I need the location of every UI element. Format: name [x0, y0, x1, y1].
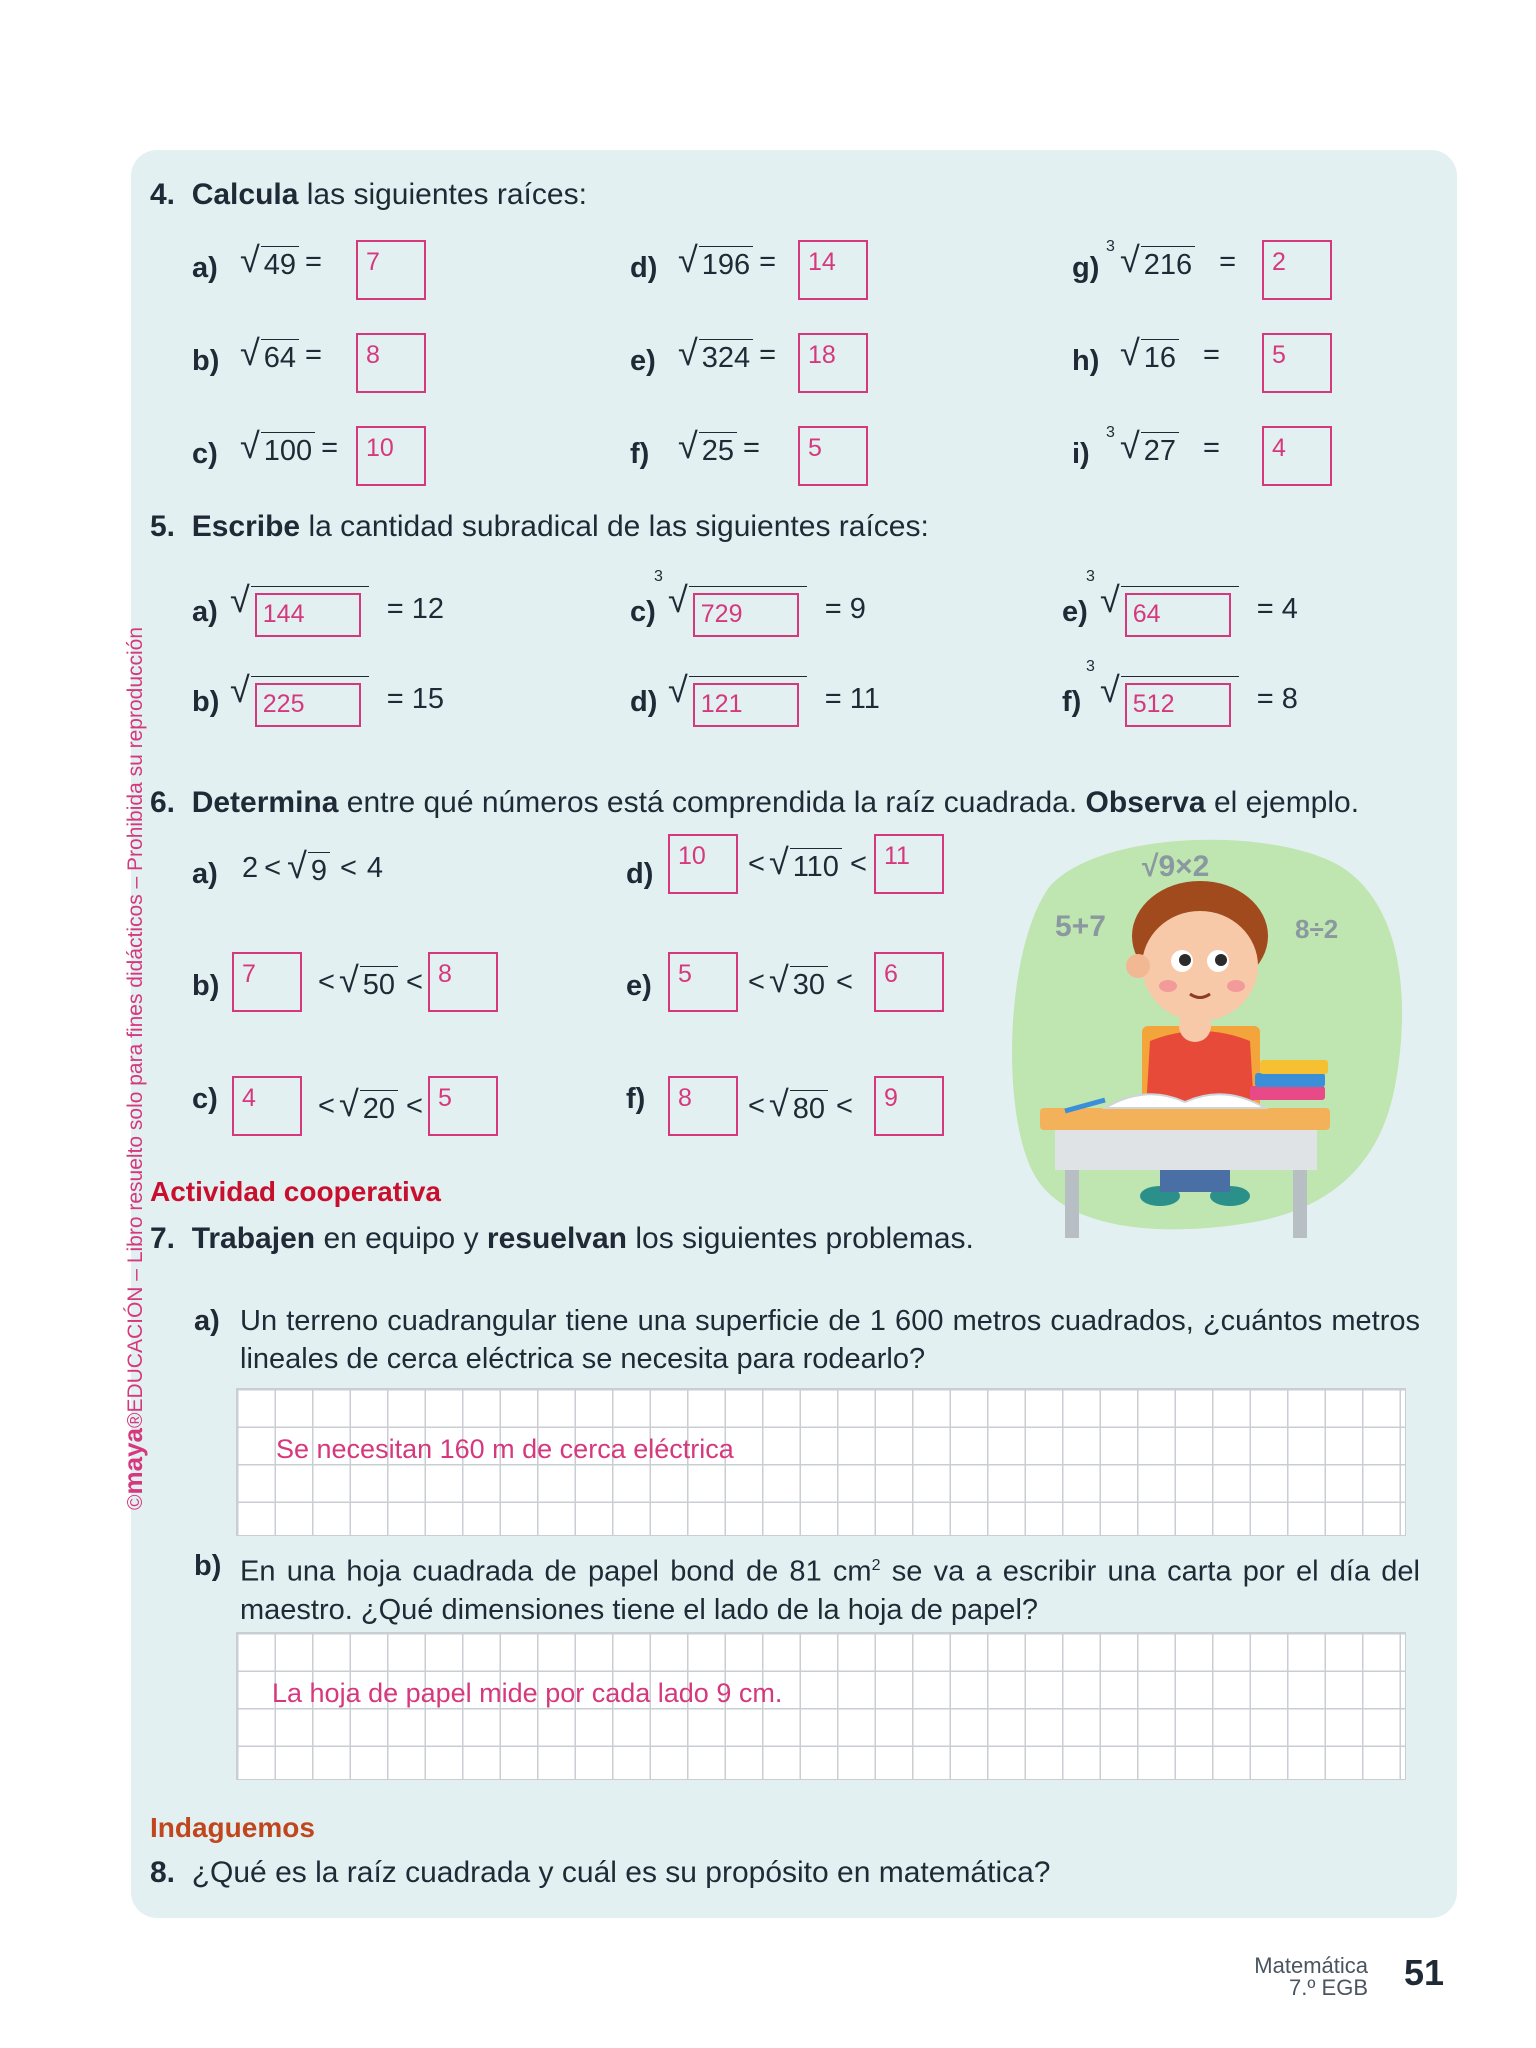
equals-sign: = [305, 246, 322, 279]
q4-root [1106, 424, 1179, 469]
q6-root-radicand: 50 [360, 966, 398, 1003]
q5-item-label: e) [1062, 596, 1088, 628]
less-than-sign: < [318, 1090, 335, 1123]
q8-heading [150, 1856, 1050, 1890]
q6-high-answer-box[interactable]: 9 [874, 1076, 944, 1136]
q6-low-answer-box[interactable]: 4 [232, 1076, 302, 1136]
q4-root-radicand: 324 [699, 339, 753, 376]
board-text-root: √9×2 [1142, 850, 1210, 883]
less-than-sign: < [405, 966, 423, 999]
q6-example-expression [242, 845, 384, 889]
radical-sign-icon: √ [1120, 239, 1140, 280]
boy-left-pupil [1179, 954, 1191, 966]
q6-low-answer-box[interactable]: 7 [232, 952, 302, 1012]
q4-root [240, 425, 315, 469]
radical-sign-icon: √ [678, 425, 698, 466]
radical-sign-icon: √ [1120, 425, 1140, 466]
q5-item-label: a) [192, 596, 218, 628]
q4-item-label: a) [192, 252, 218, 284]
less-than-sign: < [849, 848, 867, 881]
q4-item-label: e) [630, 345, 656, 377]
q5-result: = 11 [824, 683, 880, 715]
q6-instruction-end: el ejemplo. [1213, 786, 1360, 819]
boy-hand [1179, 1010, 1211, 1042]
q4-answer-box[interactable]: 18 [798, 333, 868, 393]
q6-root-radicand: 20 [360, 1090, 398, 1127]
q5-radicand-line [689, 586, 807, 631]
student-illustration [1010, 826, 1405, 1246]
equals-sign: = [1203, 339, 1220, 372]
radical-sign-icon: √ [678, 239, 698, 280]
desk-top [1040, 1108, 1330, 1130]
q4-root-radicand: 27 [1141, 432, 1179, 469]
book-stack-3 [1260, 1060, 1328, 1074]
less-than-sign: < [748, 966, 765, 999]
boy-face [1142, 911, 1258, 1021]
q6-example-low: 2 [242, 852, 259, 885]
less-than-sign: < [835, 966, 853, 999]
q5-item-label: f) [1062, 686, 1082, 718]
q5-item-label: c) [630, 596, 656, 628]
q7b-text-part2: se va a escribir una carta por el día del maestro. ¿Qué dimensiones tiene el lado de la hoja de papel? [240, 1555, 1420, 1626]
q5-answer-box[interactable]: 225 [255, 683, 361, 727]
q4-root-radicand: 49 [261, 246, 299, 283]
q6-root-radicand: 110 [790, 848, 842, 885]
q6-heading [150, 786, 1359, 820]
q5-root [230, 579, 369, 631]
q4-item-label: f) [630, 438, 650, 470]
q6-example-high: 4 [366, 852, 384, 885]
q4-answer-box[interactable]: 2 [1262, 240, 1332, 300]
q4-item-label: d) [630, 252, 658, 284]
q4-item-expression [678, 425, 760, 469]
q4-root [1120, 332, 1179, 376]
radical-sign-icon: √ [287, 845, 307, 886]
footer-subject [1190, 1955, 1368, 1999]
q7a-text: Un terreno cuadrangular tiene una superficie de 1 600 metros cuadrados, ¿cuántos metros lineales de cerca eléctrica se necesita para rodearlo? [240, 1305, 1420, 1375]
q4-verb: Calcula [191, 178, 299, 211]
q6-number: 6. [150, 786, 176, 819]
q4-answer-box[interactable]: 5 [1262, 333, 1332, 393]
copyright-symbol: © [124, 1494, 147, 1510]
q4-item-expression [1120, 332, 1220, 376]
indaguemos-title: Indaguemos [150, 1812, 315, 1843]
q7-verb-resuelvan: resuelvan [486, 1222, 628, 1255]
q4-item-label: i) [1072, 438, 1090, 470]
boy-left-cheek [1159, 980, 1177, 992]
q4-heading [150, 178, 587, 212]
radical-sign-icon: √ [668, 669, 688, 710]
q6-item-expression [318, 959, 423, 1003]
board-text-sum: 5+7 [1055, 910, 1106, 943]
footer-grade: 7.º EGB [1289, 1975, 1368, 2000]
q5-result: = 4 [1256, 593, 1298, 625]
q5-root-index: 3 [654, 568, 663, 585]
q6-low-answer-box[interactable]: 5 [668, 952, 738, 1012]
boy-ear [1126, 954, 1150, 978]
radical-sign-icon: √ [240, 239, 260, 280]
q7-instruction-end: los siguientes problemas. [635, 1222, 974, 1255]
q5-answer-box[interactable]: 729 [693, 593, 799, 637]
equals-sign: = [759, 246, 777, 279]
q6-root-radicand: 80 [790, 1090, 828, 1127]
q4-root-index: 3 [1106, 424, 1115, 441]
q4-root [678, 239, 753, 283]
q6-item-expression [748, 1083, 853, 1127]
q4-root [240, 332, 299, 376]
q5-answer-box[interactable]: 512 [1125, 683, 1231, 727]
q4-item-expression [240, 332, 322, 376]
q5-number: 5. [150, 510, 176, 543]
q4-item-expression [678, 332, 777, 376]
radical-sign-icon: √ [668, 579, 688, 620]
equals-sign: = [1219, 246, 1237, 279]
q7-verb-trabajen: Trabajen [191, 1222, 316, 1255]
q4-item-expression [240, 239, 322, 283]
q5-item-expression [1086, 568, 1298, 631]
q6-item-label: b) [192, 970, 220, 1002]
radical-sign-icon: √ [240, 332, 260, 373]
q4-item-expression [240, 425, 339, 469]
q5-answer-box[interactable]: 64 [1125, 593, 1231, 637]
q6-item-label: e) [626, 970, 652, 1002]
q5-root [1086, 568, 1239, 631]
radical-sign-icon: √ [1120, 332, 1140, 373]
q8-question: ¿Qué es la raíz cuadrada y cuál es su propósito en matemática? [191, 1856, 1051, 1889]
boy-legs [1160, 1170, 1230, 1192]
q7b-text-part1: En una hoja cuadrada de papel bond de 81 cm [240, 1555, 872, 1588]
q7-heading [150, 1222, 974, 1256]
q6-instruction: entre qué números está comprendida la raíz cuadrada. [346, 786, 1078, 819]
less-than-sign: < [405, 1090, 423, 1123]
q6-high-answer-box[interactable]: 8 [428, 952, 498, 1012]
less-than-sign: < [264, 852, 282, 885]
q5-radicand-line [689, 676, 807, 721]
radical-sign-icon: √ [1100, 669, 1120, 710]
q6-verb-determina: Determina [191, 786, 339, 819]
q5-verb: Escribe [191, 510, 301, 543]
q4-item-label: g) [1072, 252, 1100, 284]
less-than-sign: < [835, 1090, 853, 1123]
q7b-superscript: 2 [871, 1557, 881, 1574]
q4-answer-box[interactable]: 4 [1262, 426, 1332, 486]
footer-subject-name: Matemática [1254, 1953, 1368, 1978]
q4-root [678, 332, 753, 376]
q5-item-expression [654, 568, 866, 631]
desk-leg-right [1293, 1170, 1307, 1238]
q5-answer-box[interactable]: 121 [693, 683, 799, 727]
q4-root-radicand: 25 [699, 432, 737, 469]
q6-root [768, 1083, 828, 1127]
q5-heading [150, 510, 929, 544]
q7b-answer: La hoja de papel mide por cada lado 9 cm. [272, 1678, 783, 1708]
q5-instruction: la cantidad subradical de las siguientes raíces: [308, 510, 929, 543]
q5-item-expression [1086, 658, 1298, 721]
equals-sign: = [321, 432, 339, 465]
q7a-label: a) [194, 1305, 220, 1337]
q5-root [668, 669, 807, 721]
q5-result: = 12 [386, 593, 445, 625]
q5-item-label: b) [192, 686, 220, 718]
side-copyright-note [118, 627, 149, 1510]
radical-sign-icon: √ [1100, 579, 1120, 620]
radical-sign-icon: √ [338, 959, 359, 1000]
q5-item-expression [230, 579, 445, 631]
q5-root [230, 669, 369, 721]
equals-sign: = [759, 339, 777, 372]
radical-sign-icon: √ [230, 579, 250, 620]
q6-example-label: a) [192, 858, 218, 890]
q5-root-index: 3 [1086, 658, 1095, 675]
q7a-answer: Se necesitan 160 m de cerca eléctrica [276, 1434, 734, 1464]
q4-root-radicand: 216 [1141, 246, 1195, 283]
q5-radicand-line [1121, 676, 1239, 721]
q6-high-answer-box[interactable]: 11 [874, 834, 944, 894]
q7b-text [240, 1547, 1420, 1629]
less-than-sign: < [339, 852, 357, 885]
less-than-sign: < [748, 848, 765, 881]
q5-radicand-line [251, 676, 369, 721]
equals-sign: = [1203, 432, 1220, 465]
q6-item-label: f) [626, 1083, 646, 1115]
q6-verb-observa: Observa [1085, 786, 1206, 819]
q4-item-expression [678, 239, 777, 283]
q4-answer-box[interactable]: 7 [356, 240, 426, 300]
q4-answer-box[interactable]: 10 [356, 426, 426, 486]
radical-sign-icon: √ [240, 425, 260, 466]
radical-sign-icon: √ [768, 841, 789, 882]
q6-root [338, 959, 398, 1003]
radical-sign-icon: √ [768, 959, 789, 1000]
q6-item-expression [748, 959, 853, 1003]
q6-high-answer-box[interactable]: 6 [874, 952, 944, 1012]
q4-answer-box[interactable]: 8 [356, 333, 426, 393]
q4-instruction: las siguientes raíces: [306, 178, 587, 211]
book-stack-2 [1255, 1073, 1325, 1087]
q5-root-index: 3 [1086, 568, 1095, 585]
equals-sign: = [305, 339, 322, 372]
q6-example-root [287, 845, 330, 889]
q5-root [1086, 658, 1239, 721]
q6-low-answer-box[interactable]: 10 [668, 834, 738, 894]
radical-sign-icon: √ [230, 669, 250, 710]
q4-item-expression [1106, 424, 1220, 469]
q5-result: = 15 [386, 683, 445, 715]
q6-root [768, 959, 828, 1003]
less-than-sign: < [318, 966, 335, 999]
q4-number: 4. [150, 178, 176, 211]
board-text-div: 8÷2 [1295, 914, 1339, 944]
q6-item-expression [318, 1083, 423, 1127]
q4-root [678, 425, 737, 469]
q5-result: = 9 [824, 593, 866, 625]
q5-item-expression [230, 669, 445, 721]
radical-sign-icon: √ [678, 332, 698, 373]
q5-item-label: d) [630, 686, 658, 718]
radical-sign-icon: √ [768, 1083, 789, 1124]
q4-item-label: h) [1072, 345, 1100, 377]
q6-root [338, 1083, 398, 1127]
coop-section-title: Actividad cooperativa [150, 1176, 441, 1207]
q5-item-expression [668, 669, 880, 721]
q4-item-label: b) [192, 345, 220, 377]
q5-root [654, 568, 807, 631]
copyright-text: ®EDUCACIÓN – Libro resuelto solo para fines didácticos – Prohibida su reproducción [124, 626, 147, 1429]
q4-item-expression [1106, 238, 1237, 283]
q6-high-answer-box[interactable]: 5 [428, 1076, 498, 1136]
q4-root-index: 3 [1106, 238, 1115, 255]
q4-item-label: c) [192, 438, 218, 470]
radical-sign-icon: √ [338, 1083, 359, 1124]
q4-root-radicand: 16 [1141, 339, 1179, 376]
q6-root-radicand: 30 [790, 966, 828, 1003]
equals-sign: = [743, 432, 760, 465]
q4-root-radicand: 64 [261, 339, 299, 376]
brand-logo-text: maya [118, 1428, 148, 1495]
q8-number: 8. [150, 1856, 176, 1889]
boy-right-cheek [1227, 980, 1245, 992]
q4-answer-box[interactable]: 14 [798, 240, 868, 300]
q4-answer-box[interactable]: 5 [798, 426, 868, 486]
q5-answer-box[interactable]: 144 [255, 593, 361, 637]
q4-root [240, 239, 299, 283]
q7b-label: b) [194, 1550, 222, 1582]
q5-result: = 8 [1256, 683, 1298, 715]
book-stack-1 [1250, 1086, 1325, 1100]
boy-right-pupil [1215, 954, 1227, 966]
q5-radicand-line [251, 586, 369, 631]
less-than-sign: < [748, 1090, 765, 1123]
desk-body [1055, 1130, 1317, 1170]
q6-item-expression [748, 841, 867, 885]
q6-item-label: c) [192, 1083, 218, 1115]
desk-leg-left [1065, 1170, 1079, 1238]
page-number: 51 [1404, 1952, 1445, 1993]
q6-low-answer-box[interactable]: 8 [668, 1076, 738, 1136]
q4-root [1106, 238, 1195, 283]
q6-example-root-radicand: 9 [308, 852, 330, 889]
q5-radicand-line [1121, 586, 1239, 631]
q6-item-label: d) [626, 858, 654, 890]
q4-root-radicand: 100 [261, 432, 315, 469]
q6-root [768, 841, 842, 885]
q4-root-radicand: 196 [699, 246, 753, 283]
q7-instruction: en equipo y [323, 1222, 479, 1255]
q7-number: 7. [150, 1222, 176, 1255]
